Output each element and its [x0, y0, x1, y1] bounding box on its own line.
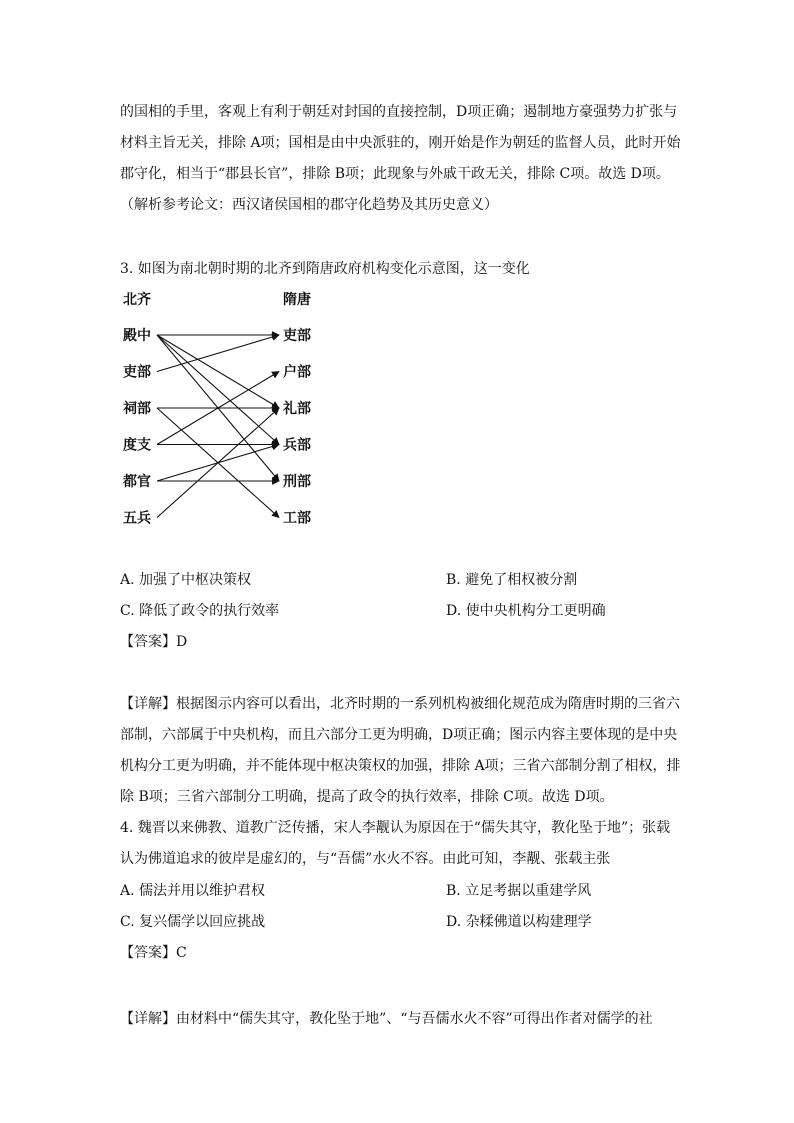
diagram-left-item: 五兵 [123, 510, 151, 527]
prev-answer-line: 材料主旨无关，排除 A项；国相是由中央派驻的，刚开始是作为朝廷的监督人员，此时开始 [120, 135, 681, 151]
question-3-detail-line: 机构分工更为明确，并不能体现中枢决策权的加强，排除 A项；三省六部制分割了相权，排 [120, 758, 681, 774]
diagram-right-header: 隋唐 [283, 292, 311, 308]
answer-value: D [176, 634, 188, 650]
diagram-right-item: 工部 [283, 510, 311, 527]
question-3-option-d: D. 使中央机构分工更明确 [446, 603, 606, 619]
question-4-option-b: B. 立足考据以重建学风 [446, 883, 592, 899]
institution-change-diagram [115, 284, 335, 534]
question-3-option-c: C. 降低了政令的执行效率 [120, 603, 280, 619]
diagram-right-item: 吏部 [283, 328, 311, 344]
question-4-detail [120, 1009, 680, 1029]
question-4-stem-line: 认为佛道追求的彼岸是虚幻的，与“吾儒”水火不容。由此可知，李觏、张载主张 [120, 851, 611, 867]
question-3-option-b: B. 避免了相权被分割 [446, 572, 578, 588]
question-3-detail-line: 除 B项；三省六部制分工明确，提高了政令的执行效率，排除 C项。故选 D项。 [120, 789, 614, 805]
answer-label: 【答案】 [120, 945, 176, 961]
diagram-arrow [157, 335, 279, 408]
question-4-option-a: A. 儒法并用以维护君权 [120, 883, 266, 899]
question-3-option-a: A. 加强了中枢决策权 [120, 572, 252, 588]
prev-answer-line: 郡守化，相当于“郡县长官”，排除 B项；此现象与外戚干政无关，排除 C项。故选 D项。 [120, 166, 670, 182]
question-3-detail-line: 部制，六部属于中央机构，而且六部分工更为明确，D项正确；图示内容主要体现的是中央 [120, 727, 678, 743]
question-4-stem: 4. 魏晋以来佛教、道教广泛传播，宋人李觏认为原因在于“儒失其守，教化坠于地”；张载 [120, 820, 671, 836]
question-4-option-c: C. 复兴儒学以回应挑战 [120, 914, 266, 930]
answer-label: 【答案】 [120, 634, 176, 650]
diagram-left-item: 吏部 [123, 364, 151, 381]
diagram-right-item: 礼部 [283, 401, 311, 417]
detail-text: 由材料中“儒失其守，教化坠于地”、“与吾儒水火不容”可得出作者对儒学的社 [176, 1011, 653, 1027]
diagram-left-header: 北齐 [123, 292, 151, 308]
question-3-detail [120, 694, 680, 714]
question-3-answer [120, 632, 680, 652]
diagram-right-item: 兵部 [283, 437, 311, 454]
detail-label: 【详解】 [120, 1011, 176, 1027]
detail-label: 【详解】 [120, 696, 176, 712]
diagram-arrow [157, 335, 279, 445]
diagram-right-item: 刑部 [283, 474, 311, 490]
detail-text: 根据图示内容可以看出，北齐时期的一系列机构被细化规范成为隋唐时期的三省六 [176, 696, 680, 712]
diagram-left-item: 度支 [123, 437, 151, 454]
prev-answer-reference: （解析参考论文：西汉诸侯国相的郡守化趋势及其历史意义） [120, 197, 498, 213]
diagram-arrow [157, 335, 279, 372]
answer-value: C [176, 945, 187, 961]
diagram-left-item: 祠部 [123, 401, 151, 417]
diagram-right-item: 户部 [283, 364, 311, 381]
diagram-left-item: 都官 [123, 474, 151, 490]
diagram-left-item: 殿中 [123, 328, 151, 344]
prev-answer-line: 的国相的手里，客观上有利于朝廷对封国的直接控制，D项正确；遏制地方豪强势力扩张与 [120, 104, 678, 120]
question-4-option-d: D. 杂糅佛道以构建理学 [446, 914, 592, 930]
question-3-stem: 3. 如图为南北朝时期的北齐到隋唐政府机构变化示意图，这一变化 [120, 261, 530, 277]
question-4-answer [120, 943, 680, 963]
